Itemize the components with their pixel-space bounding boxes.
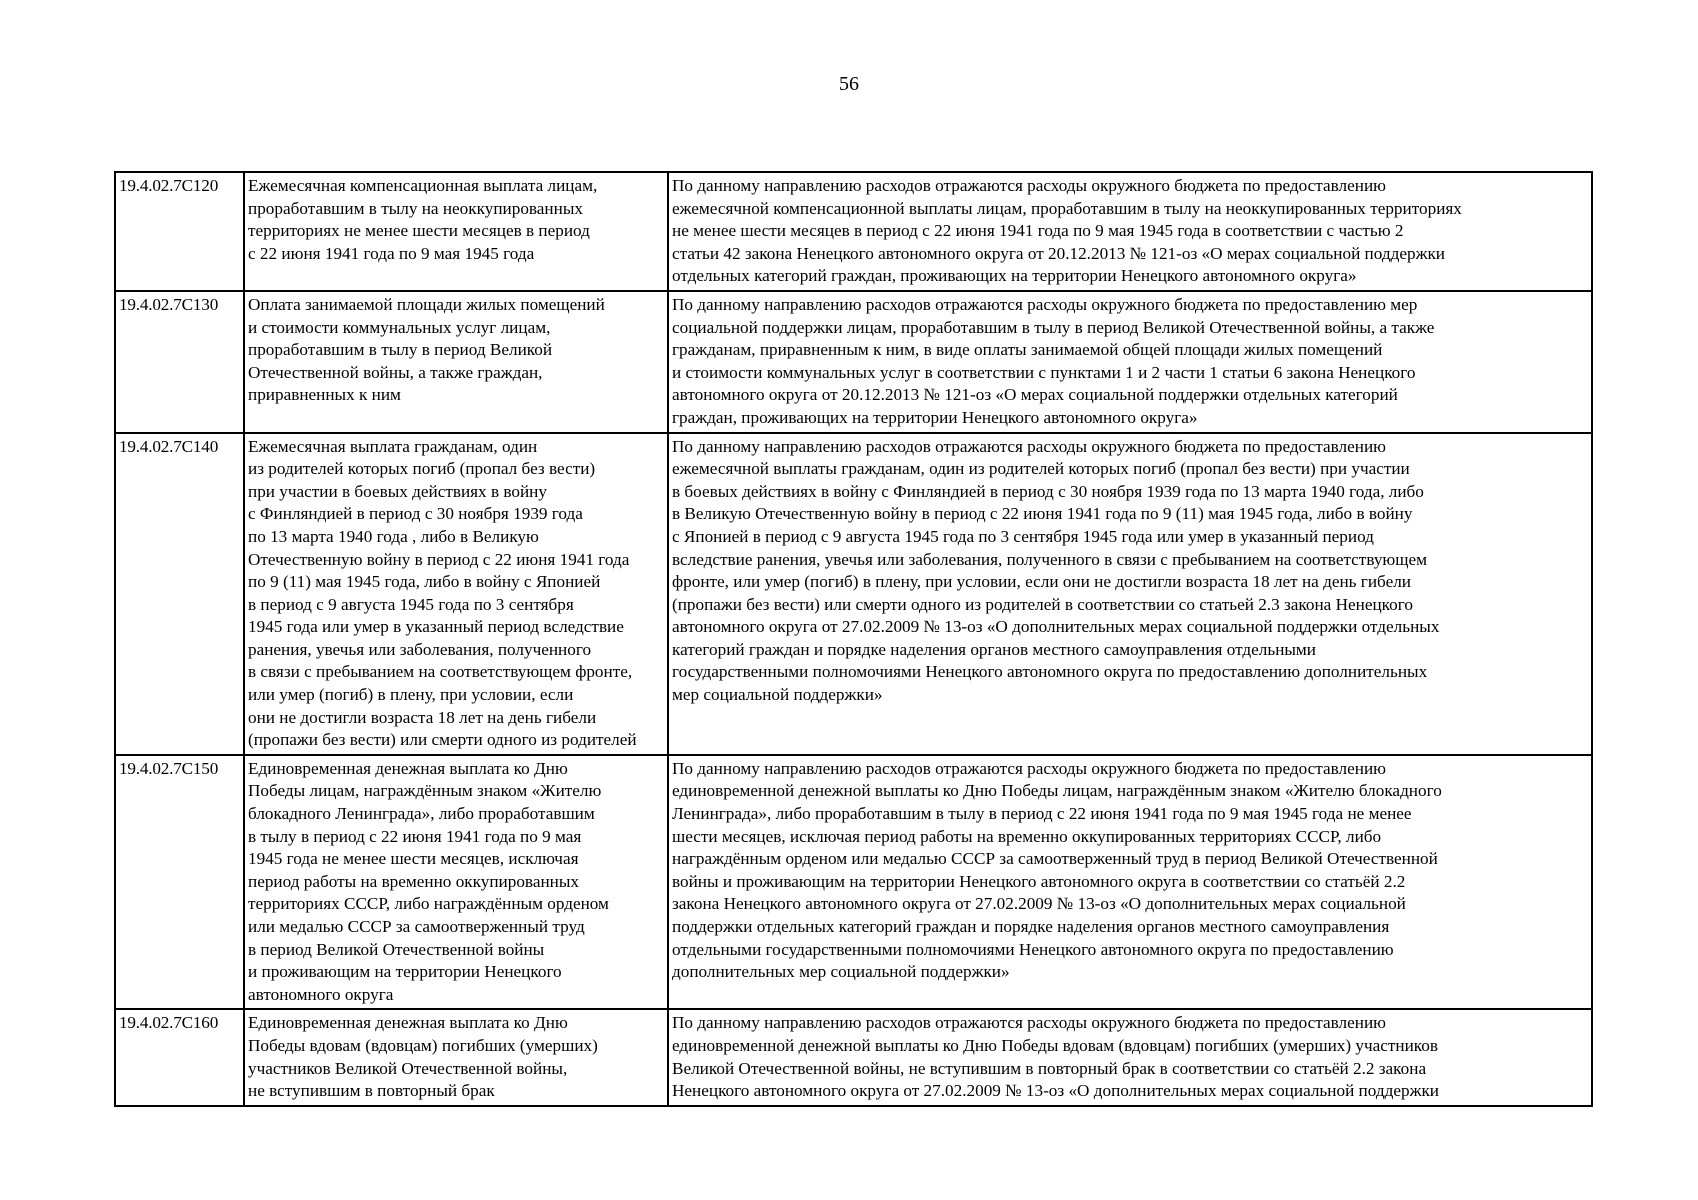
budget-code-cell: 19.4.02.7С150 — [115, 755, 244, 1010]
budget-code-cell: 19.4.02.7С120 — [115, 172, 244, 291]
expense-name-cell: Ежемесячная компенсационная выплата лицам, проработавшим в тылу на неоккупированных территориях не менее шести месяцев в период с 22 июня 1941 года по 9 мая 1945 года — [244, 172, 668, 291]
table-row — [115, 755, 1592, 1010]
table-row — [115, 1009, 1592, 1105]
expense-name-cell: Единовременная денежная выплата ко Дню Победы лицам, награждённым знаком «Жителю блокадного Ленинграда», либо проработавшим в тылу в период с 22 июня 1941 года по 9 мая 1945 года не менее шести месяцев, исключая период работы на временно оккупированных территориях СССР, либо награждённым орденом или медалью СССР за самоотверженный труд в период Великой Отечественной войны и проживающим на территории Ненецкого автономного округа — [244, 755, 668, 1010]
budget-code-cell: 19.4.02.7С160 — [115, 1009, 244, 1105]
expense-name-cell: Ежемесячная выплата гражданам, один из родителей которых погиб (пропал без вести) при участии в боевых действиях в войну с Финляндией в период с 30 ноября 1939 года по 13 марта 1940 года , либо в Великую Отечественную войну в период с 22 июня 1941 года по 9 (11) мая 1945 года, либо в войну с Японией в период с 9 августа 1945 года по 3 сентября 1945 года или умер в указанный период вследствие ранения, увечья или заболевания, полученного в связи с пребыванием на соответствующем фронте, или умер (погиб) в плену, при условии, если они не достигли возраста 18 лет на день гибели (пропажи без вести) или смерти одного из родителей — [244, 433, 668, 755]
expense-description-cell: По данному направлению расходов отражаются расходы окружного бюджета по предоставлению единовременной денежной выплаты ко Дню Победы лицам, награждённым знаком «Жителю блокадного Ленинграда», либо проработавшим в тылу в период с 22 июня 1941 года по 9 мая 1945 года не менее шести месяцев, исключая период работы на временно оккупированных территориях СССР, либо награждённым орденом или медалью СССР за самоотверженный труд в период Великой Отечественной войны и проживающим на территории Ненецкого автономного округа в соответствии со статьёй 2.2 закона Ненецкого автономного округа от 27.02.2009 № 13-оз «О дополнительных мерах социальной поддержки отдельных категорий граждан и порядке наделения органов местного самоуправления отдельными государственными полномочиями Ненецкого автономного округа по предоставлению дополнительных мер социальной поддержки» — [668, 755, 1592, 1010]
budget-classification-table — [114, 171, 1593, 1107]
table-row — [115, 291, 1592, 433]
expense-name-cell: Оплата занимаемой площади жилых помещений и стоимости коммунальных услуг лицам, проработавшим в тылу в период Великой Отечественной войны, а также граждан, приравненных к ним — [244, 291, 668, 433]
budget-code-cell: 19.4.02.7С130 — [115, 291, 244, 433]
expense-description-cell: По данному направлению расходов отражаются расходы окружного бюджета по предоставлению единовременной денежной выплаты ко Дню Победы вдовам (вдовцам) погибших (умерших) участников Великой Отечественной войны, не вступившим в повторный брак в соответствии со статьёй 2.2 закона Ненецкого автономного округа от 27.02.2009 № 13-оз «О дополнительных мерах социальной поддержки — [668, 1009, 1592, 1105]
expense-description-cell: По данному направлению расходов отражаются расходы окружного бюджета по предоставлению мер социальной поддержки лицам, проработавшим в тылу в период Великой Отечественной войны, а также гражданам, приравненным к ним, в виде оплаты занимаемой общей площади жилых помещений и стоимости коммунальных услуг в соответствии с пунктами 1 и 2 части 1 статьи 6 закона Ненецкого автономного округа от 20.12.2013 № 121-оз «О мерах социальной поддержки отдельных категорий граждан, проживающих на территории Ненецкого автономного округа» — [668, 291, 1592, 433]
page-number: 56 — [839, 73, 859, 95]
expense-description-cell: По данному направлению расходов отражаются расходы окружного бюджета по предоставлению ежемесячной выплаты гражданам, один из родителей которых погиб (пропал без вести) при участии в боевых действиях в войну с Финляндией в период с 30 ноября 1939 года по 13 марта 1940 года, либо в Великую Отечественную войну в период с 22 июня 1941 года по 9 (11) мая 1945 года, либо в войну с Японией в период с 9 августа 1945 года по 3 сентября 1945 года или умер в указанный период вследствие ранения, увечья или заболевания, полученного в связи с пребыванием на соответствующем фронте, или умер (погиб) в плену, при условии, если они не достигли возраста 18 лет на день гибели (пропажи без вести) или смерти одного из родителей в соответствии со статьей 2.3 закона Ненецкого автономного округа от 27.02.2009 № 13-оз «О дополнительных мерах социальной поддержки отдельных категорий граждан и порядке наделения органов местного самоуправления отдельными государственными полномочиями Ненецкого автономного округа по предоставлению дополнительных мер социальной поддержки» — [668, 433, 1592, 755]
expense-name-cell: Единовременная денежная выплата ко Дню Победы вдовам (вдовцам) погибших (умерших) участников Великой Отечественной войны, не вступившим в повторный брак — [244, 1009, 668, 1105]
budget-code-cell: 19.4.02.7С140 — [115, 433, 244, 755]
table-row — [115, 172, 1592, 291]
table-row — [115, 433, 1592, 755]
expense-description-cell: По данному направлению расходов отражаются расходы окружного бюджета по предоставлению ежемесячной компенсационной выплаты лицам, проработавшим в тылу на неоккупированных территориях не менее шести месяцев в период с 22 июня 1941 года по 9 мая 1945 года в соответствии с частью 2 статьи 42 закона Ненецкого автономного округа от 20.12.2013 № 121-оз «О мерах социальной поддержки отдельных категорий граждан, проживающих на территории Ненецкого автономного округа» — [668, 172, 1592, 291]
